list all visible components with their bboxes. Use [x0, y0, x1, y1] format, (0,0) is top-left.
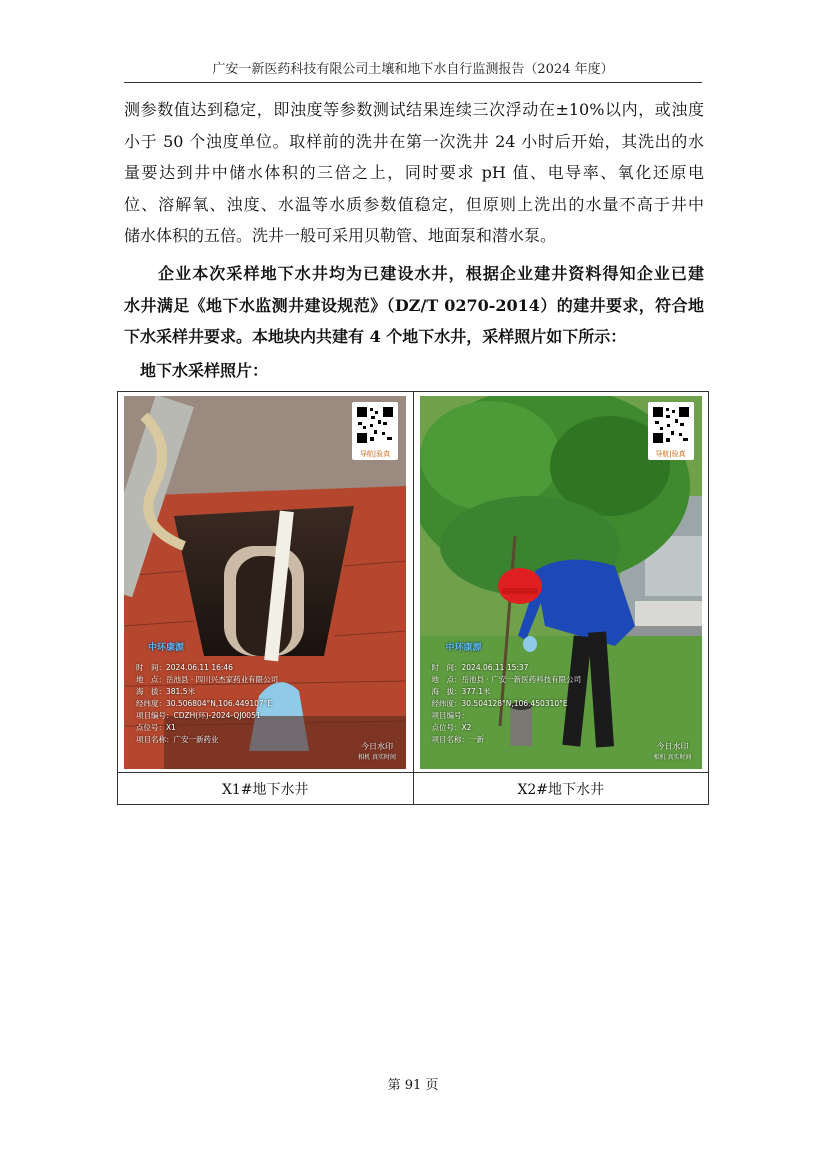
paragraph-well-washing [124, 94, 704, 252]
overlay-point-id: 点位号：X1 [136, 723, 176, 732]
photo-cell-x1 [118, 392, 414, 773]
qr-verify-label: 导航|验真 [359, 450, 391, 458]
qr-code-icon [648, 402, 694, 460]
stamp-title: 今日水印 [656, 742, 689, 751]
photo-caption-x2: X2#地下水井 [413, 773, 709, 805]
photo-caption-x1: X1#地下水井 [118, 773, 414, 805]
qr-verify-label: 导航|验真 [655, 450, 686, 458]
overlay-location: 地 点：岳池县 · 广安一新医药科技有限公司 [431, 675, 582, 684]
stamp-subtitle: 相机 真实时间 [358, 754, 396, 761]
overlay-altitude: 海 拔：381.5米 [136, 687, 195, 696]
overlay-project-name: 项目名称：广安一新药业 [136, 735, 219, 744]
photo-metadata-overlay [432, 662, 582, 746]
overlay-location: 地 点：岳池县 · 四川兴杰家药业有限公司 [136, 675, 279, 684]
overlay-point-id: 点位号：X2 [431, 723, 472, 732]
para2-line: 下水采样井要求。本地块内共建有 4 个地下水井，采样照片如下所示： [124, 327, 627, 346]
header-rule [124, 82, 702, 83]
overlay-time: 时 间：2024.06.11 15:37 [431, 663, 529, 672]
para2-line: 水井满足《地下水监测井建设规范》（DZ/T 0270-2014）的建井要求，符合地 [124, 295, 704, 315]
photo-x2 [420, 396, 702, 769]
qr-code-icon [352, 402, 398, 460]
para1-line: 位、溶解氧、浊度、水温等水质参数值稳定，但原则上洗出的水量不高于井中 [124, 194, 704, 214]
photo-x1 [124, 396, 406, 769]
overlay-project-name: 项目名称：一新 [431, 735, 484, 744]
para1-line: 储水体积的五倍。洗井一般可采用贝勒管、地面泵和潜水泵。 [124, 226, 557, 245]
brand-watermark: 中环康源 [148, 643, 185, 653]
overlay-project-number: 项目编号：CDZH(环)-2024-QJ0051 [136, 711, 261, 720]
overlay-project-number: 项目编号： [431, 711, 469, 720]
photo-cell-x2 [413, 392, 709, 773]
overlay-coordinates: 经纬度：30.506804°N,106.449107°E [136, 699, 273, 708]
page-number: 第 91 页 [387, 1078, 439, 1093]
overlay-coordinates: 经纬度：30.504128°N,106.450310°E [431, 699, 568, 708]
overlay-altitude: 海 拔：377.1米 [431, 687, 491, 696]
para1-line: 小于 50 个浊度单位。取样前的洗井在第一次洗井 24 小时后开始，其洗出的水 [124, 131, 704, 151]
overlay-time: 时 间：2024.06.11 16:46 [136, 663, 233, 672]
para1-line: 量要达到井中储水体积的三倍之上，同时要求 pH 值、电导率、氧化还原电 [124, 163, 704, 182]
para1-line: 测参数值达到稳定，即浊度等参数测试结果连续三次浮动在±10%以内，或浊度 [124, 100, 704, 119]
stamp-title: 今日水印 [361, 742, 394, 751]
watermark-app-stamp [654, 741, 692, 761]
page-header: 广安一新医药科技有限公司土壤和地下水自行监测报告（2024 年度） [212, 62, 614, 77]
photo-section-title: 地下水采样照片： [140, 361, 269, 380]
photo-metadata-overlay [136, 662, 278, 746]
photo-table [117, 391, 709, 805]
watermark-app-stamp [358, 741, 396, 761]
paragraph-sampling-wells [124, 258, 704, 353]
para2-line: 企业本次采样地下水井均为已建设水井，根据企业建井资料得知企业已建 [158, 264, 704, 283]
stamp-subtitle: 相机 真实时间 [653, 754, 692, 761]
brand-watermark: 中环康源 [445, 643, 482, 653]
